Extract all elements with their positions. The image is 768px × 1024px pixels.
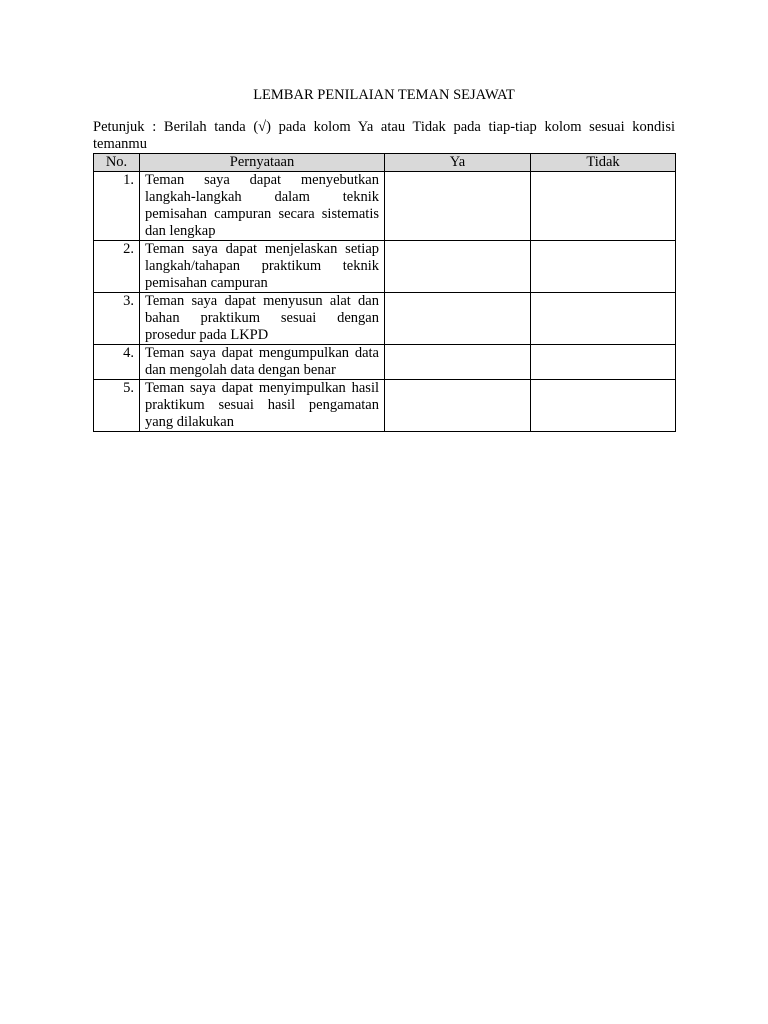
row-statement: Teman saya dapat menyebutkan langkah-langkah dalam teknik pemisahan campuran secara sistematis dan lengkap xyxy=(140,172,385,241)
table-row xyxy=(94,380,676,432)
row-number: 5. xyxy=(94,380,140,432)
row-number: 3. xyxy=(94,293,140,345)
no-answer-cell[interactable] xyxy=(531,293,676,345)
row-statement: Teman saya dapat menjelaskan setiap langkah/tahapan praktikum teknik pemisahan campuran xyxy=(140,241,385,293)
header-no: No. xyxy=(94,154,140,172)
yes-cell[interactable] xyxy=(385,345,531,380)
row-number: 4. xyxy=(94,345,140,380)
table-row xyxy=(94,241,676,293)
table-row xyxy=(94,293,676,345)
table-header-row xyxy=(94,154,676,172)
row-statement: Teman saya dapat mengumpulkan data dan mengolah data dengan benar xyxy=(140,345,385,380)
instructions-text: Petunjuk : Berilah tanda (√) pada kolom Ya atau Tidak pada tiap-tiap kolom sesuai kondisi temanmu xyxy=(93,119,675,152)
no-answer-cell[interactable] xyxy=(531,380,676,432)
header-no-answer: Tidak xyxy=(531,154,676,172)
row-statement: Teman saya dapat menyimpulkan hasil praktikum sesuai hasil pengamatan yang dilakukan xyxy=(140,380,385,432)
yes-cell[interactable] xyxy=(385,293,531,345)
header-yes: Ya xyxy=(385,154,531,172)
document-title: LEMBAR PENILAIAN TEMAN SEJAWAT xyxy=(253,87,515,103)
no-answer-cell[interactable] xyxy=(531,345,676,380)
yes-cell[interactable] xyxy=(385,172,531,241)
yes-cell[interactable] xyxy=(385,380,531,432)
row-statement: Teman saya dapat menyusun alat dan bahan praktikum sesuai dengan prosedur pada LKPD xyxy=(140,293,385,345)
document-page xyxy=(93,86,675,432)
row-number: 2. xyxy=(94,241,140,293)
assessment-table xyxy=(93,153,676,432)
no-answer-cell[interactable] xyxy=(531,241,676,293)
table-row xyxy=(94,345,676,380)
row-number: 1. xyxy=(94,172,140,241)
table-row xyxy=(94,172,676,241)
yes-cell[interactable] xyxy=(385,241,531,293)
header-statement: Pernyataan xyxy=(140,154,385,172)
no-answer-cell[interactable] xyxy=(531,172,676,241)
